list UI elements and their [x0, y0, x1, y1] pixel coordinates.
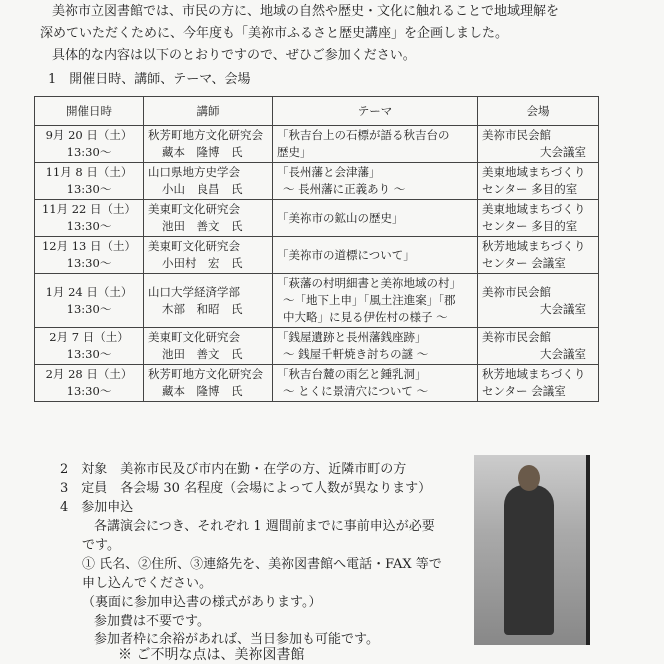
lecturer-cell	[144, 126, 273, 163]
venue-cell	[478, 163, 599, 200]
time: 13:30～	[66, 256, 112, 270]
table-row	[35, 274, 599, 328]
footer-note: ※ ご不明な点は、美祢図書館	[118, 647, 305, 663]
date-cell	[35, 200, 144, 237]
lecturer-name: 池田 善文 氏	[162, 347, 243, 361]
venue-line: 秋芳地域まちづくり	[482, 239, 586, 253]
date: 11月 22 日（土）	[41, 202, 137, 216]
venue-line: 美祢市民会館	[482, 330, 551, 344]
date: 11月 8 日（土）	[45, 165, 133, 179]
header-date: 開催日時	[35, 97, 144, 126]
intro-line-3: 具体的な内容は以下のとおりですので、ぜひご参加ください。	[52, 48, 416, 63]
theme-cell	[273, 274, 478, 328]
apply-line: （裏面に参加申込書の様式があります。）	[82, 595, 322, 610]
theme-line: ～ 長州藩に正義あり ～	[283, 182, 406, 196]
time: 13:30～	[66, 301, 112, 316]
time: 13:30～	[66, 384, 112, 398]
venue-line: センター 会議室	[482, 256, 566, 270]
header-lecturer: 講師	[144, 97, 273, 126]
venue-line: センター 会議室	[482, 384, 566, 398]
lecturer-cell	[144, 328, 273, 365]
lecturer-cell	[144, 274, 273, 328]
theme-line: 「長州藩と会津藩」	[277, 165, 381, 179]
lecturer-org: 山口大学経済学部	[148, 284, 240, 299]
header-theme: テーマ	[273, 97, 478, 126]
theme-line: 「銭屋遺跡と長州藩銭座跡」	[277, 330, 427, 344]
theme-cell	[273, 163, 478, 200]
lecturer-cell	[144, 163, 273, 200]
table-row	[35, 200, 599, 237]
time: 13:30～	[66, 182, 112, 196]
date-cell	[35, 126, 144, 163]
theme-cell	[273, 237, 478, 274]
lecturer-org: 秋芳町地方文化研究会	[148, 128, 263, 142]
lecturer-cell	[144, 237, 273, 274]
table-row	[35, 328, 599, 365]
date: 12月 13 日（土）	[41, 239, 137, 253]
time: 13:30～	[66, 219, 112, 233]
theme-line: ～「地下上申」「風土注進案」「郡	[283, 293, 456, 307]
item-application: 4 参加申込	[60, 500, 134, 515]
table-row	[35, 237, 599, 274]
theme-cell	[273, 200, 478, 237]
venue-line: 大会議室	[540, 301, 586, 316]
venue-line: 美東地域まちづくり	[482, 165, 586, 179]
apply-line: 参加費は不要です。	[94, 614, 210, 629]
theme-line: 「美祢市の鉱山の歴史」	[277, 210, 404, 225]
venue-line: 美東地域まちづくり	[482, 202, 586, 216]
venue-cell	[478, 200, 599, 237]
time: 13:30～	[66, 145, 112, 159]
lecturer-cell	[144, 200, 273, 237]
theme-cell	[273, 126, 478, 163]
apply-line: です。	[82, 538, 120, 553]
lecturer-name: 池田 善文 氏	[162, 219, 243, 233]
venue-line: 大会議室	[540, 347, 586, 361]
schedule-table	[34, 96, 599, 402]
lecturer-name: 小田村 宏 氏	[162, 256, 243, 270]
date: 2月 28 日（土）	[45, 367, 133, 381]
date: 9月 20 日（土）	[45, 128, 133, 142]
date-cell	[35, 274, 144, 328]
theme-line: ～ 銭屋千軒焼き討ちの謎 ～	[283, 347, 429, 361]
lecturer-name: 小山 良昌 氏	[162, 182, 243, 196]
venue-line: 美祢市民会館	[482, 128, 551, 142]
venue-cell	[478, 126, 599, 163]
venue-line: センター 多目的室	[482, 219, 578, 233]
date-cell	[35, 163, 144, 200]
venue-line: 大会議室	[540, 145, 586, 159]
lecturer-name: 木部 和昭 氏	[162, 301, 243, 316]
historical-portrait-photo	[474, 455, 590, 645]
venue-line: 秋芳地域まちづくり	[482, 367, 586, 381]
venue-cell	[478, 328, 599, 365]
lecturer-cell	[144, 365, 273, 402]
date: 1月 24 日（土）	[45, 284, 133, 299]
item-capacity: 3 定員 各会場 30 名程度（会場によって人数が異なります）	[60, 481, 432, 496]
theme-line: 「秋吉台麓の雨乞と鍾乳洞」	[277, 367, 427, 381]
theme-line: ～ とくに景清穴について ～	[283, 384, 429, 398]
lecturer-org: 山口県地方史学会	[148, 165, 240, 179]
lecturer-org: 美東町文化研究会	[148, 239, 240, 253]
lecturer-org: 美東町文化研究会	[148, 330, 240, 344]
theme-line: 「萩藩の村明細書と美祢地域の村」	[277, 276, 461, 290]
section-1-heading: 1 開催日時、講師、テーマ、会場	[48, 72, 251, 87]
apply-line: 各講演会につき、それぞれ 1 週間前までに事前申込が必要	[94, 519, 435, 534]
header-venue: 会場	[478, 97, 599, 126]
intro-line-2: 深めていただくために、今年度も「美祢市ふるさと歴史講座」を企画しました。	[40, 26, 509, 41]
theme-cell	[273, 365, 478, 402]
apply-line: ① 氏名、②住所、③連絡先を、美祢図書館へ電話・FAX 等で	[82, 557, 442, 572]
time: 13:30～	[66, 347, 112, 361]
date-cell	[35, 328, 144, 365]
lecturer-org: 美東町文化研究会	[148, 202, 240, 216]
venue-cell	[478, 365, 599, 402]
lecturer-name: 藏本 隆博 氏	[162, 384, 243, 398]
theme-cell	[273, 328, 478, 365]
intro-line-1: 美祢市立図書館では、市民の方に、地域の自然や歴史・文化に触れることで地域理解を	[52, 4, 560, 19]
table-row	[35, 163, 599, 200]
date: 2月 7 日（土）	[49, 330, 129, 344]
venue-line: センター 多目的室	[482, 182, 578, 196]
venue-cell	[478, 274, 599, 328]
date-cell	[35, 237, 144, 274]
theme-line: 歴史」	[277, 145, 312, 159]
lecturer-org: 秋芳町地方文化研究会	[148, 367, 263, 381]
date-cell	[35, 365, 144, 402]
apply-line: 参加者枠に余裕があれば、当日参加も可能です。	[94, 632, 379, 647]
theme-line: 「美祢市の道標について」	[277, 247, 415, 262]
venue-cell	[478, 237, 599, 274]
theme-line: 中大略」に見る伊佐村の様子 ～	[283, 310, 448, 324]
item-target: 2 対象 美祢市民及び市内在勤・在学の方、近隣市町の方	[60, 462, 407, 477]
lecturer-name: 藏本 隆博 氏	[162, 145, 243, 159]
apply-line: 申し込んでください。	[82, 576, 213, 591]
venue-line: 美祢市民会館	[482, 284, 551, 299]
table-row	[35, 365, 599, 402]
theme-line: 「秋吉台上の石標が語る秋吉台の	[277, 128, 450, 142]
table-row	[35, 126, 599, 163]
